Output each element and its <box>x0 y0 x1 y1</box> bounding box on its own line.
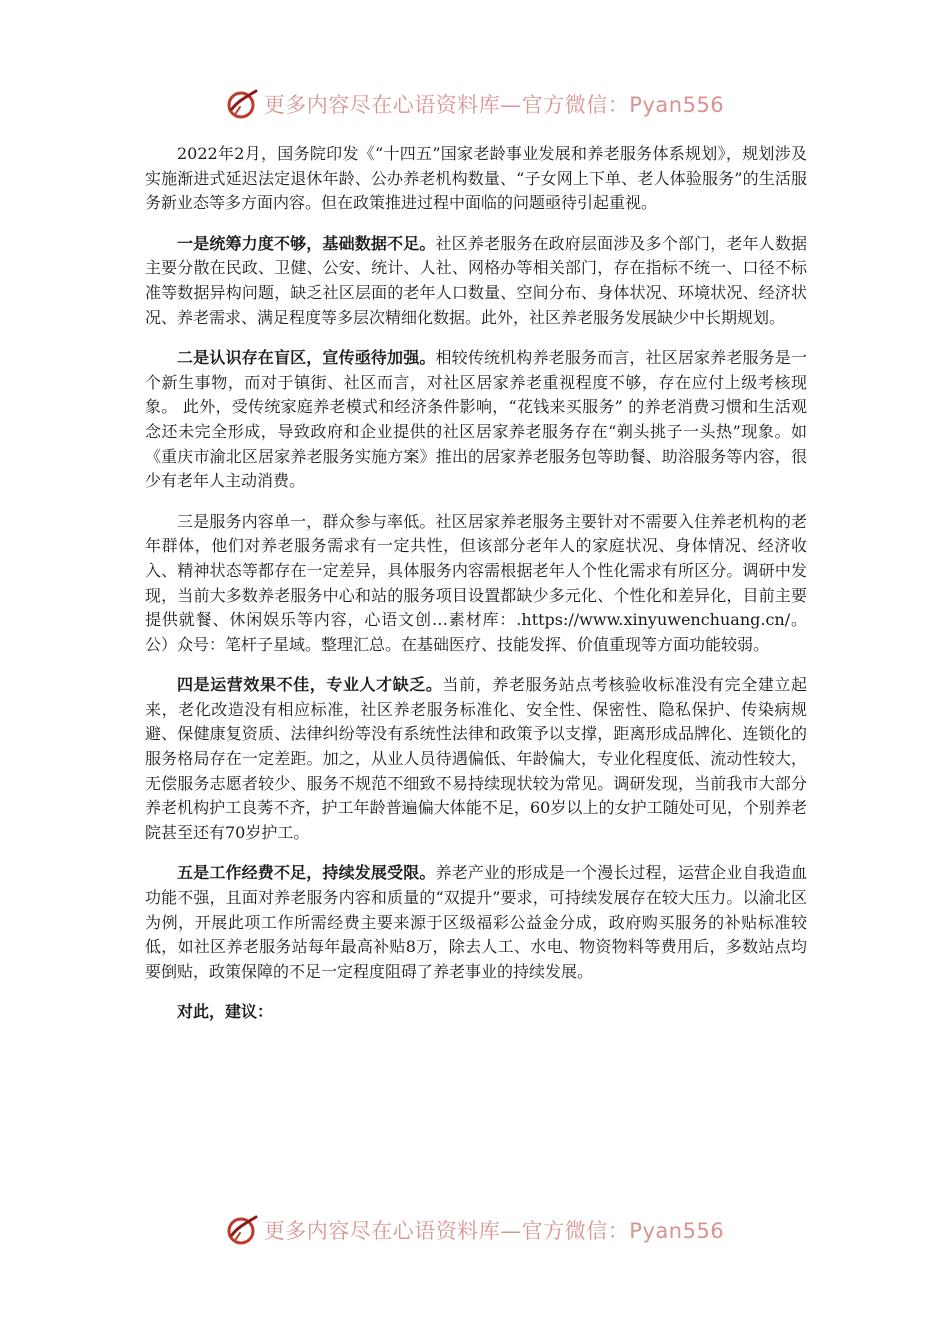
paragraph-conclusion <box>145 1000 807 1025</box>
paragraph-point-4: 四是运营效果不佳，专业人才缺乏。当前，养老服务站点考核验收标准没有完全建立起来，老化改造没有相应标准，社区养老服务标准化、安全性、保密性、隐私保护、传染病规避、保健康复资质、法律纠纷等没有系统性法律和政策予以支撑，距离形成品牌化、连锁化的服务格局存在一定差距。加之，从业人员待遇偏低、年龄偏大，专业化程度低、流动性较大，无偿服务志愿者较少、服务不规范不细致不易持续现状较为常见。调研发现，当前我市大部分养老机构护工良莠不齐，护工年龄普遍偏大体能不足，60岁以上的女护工随处可见，个别养老院甚至还有70岁护工。 <box>145 675 807 842</box>
paragraph-point-3: 三是服务内容单一，群众参与率低。社区居家养老服务主要针对不需要入住养老机构的老年群体，他们对养老服务需求有一定共性，但该部分老年人的家庭状况、身体情况、经济收入、精神状态等都存在一定差异，具体服务内容需根据老年人个性化需求有所区分。调研中发现，当前大多数养老服务中心和站的服务项目设置都缺少多元化、个性化和差异化，目前主要提供就餐、休闲娱乐等内容，心语文创…素材库：.https://www.xinyuwenchuang.cn/。公）众号：笔杆子星域。整理汇总。在基础医疗、技能发挥、价值重现等方面功能较弱。 <box>145 511 807 654</box>
document-body <box>145 142 807 1041</box>
point-heading: 一是统筹力度不够，基础数据不足。 <box>177 233 436 253</box>
point-heading: 五是工作经费不足，持续发展受限。 <box>177 863 436 883</box>
paragraph-intro: 2022年2月，国务院印发《“十四五”国家老龄事业发展和养老服务体系规划》，规划涉及实施渐进式延迟法定退休年龄、公办养老机构数量、“子女网上下单、老人体验服务”的生活服务新业态等多方面内容。但在政策推进过程中面临的问题亟待引起重视。 <box>145 144 807 213</box>
ink-brush-logo-icon <box>226 1213 260 1247</box>
paragraph-point-1: 一是统筹力度不够，基础数据不足。社区养老服务在政府层面涉及多个部门，老年人数据主要分散在民政、卫健、公安、统计、人社、网格办等相关部门，存在指标不统一、口径不标准等数据异构问题，缺乏社区层面的老年人口数量、空间分布、身体状况、环境状况、经济状况、养老需求、满足程度等多层次精细化数据。此外，社区养老服务发展缺少中长期规划。 <box>145 233 807 327</box>
footer-banner <box>0 1210 950 1250</box>
point-heading: 四是运营效果不佳，专业人才缺乏。 <box>177 675 443 695</box>
banner-text: 更多内容尽在心语资料库—官方微信：Pyan556 <box>263 1219 725 1243</box>
point-heading: 二是认识存在盲区，宣传亟待加强。 <box>177 348 436 368</box>
conclusion-heading: 对此，建议： <box>177 1002 274 1022</box>
paragraph-point-5: 五是工作经费不足，持续发展受限。养老产业的形成是一个漫长过程，运营企业自我造血功能不强，且面对养老服务内容和质量的“双提升”要求，可持续发展存在较大压力。以渝北区为例，开展此项工作所需经费主要来源于区级福彩公益金分成，政府购买服务的补贴标准较低，如社区养老服务站每年最高补贴8万，除去人工、水电、物资物料等费用后，多数站点均要倒贴，政策保障的不足一定程度阻碍了养老事业的持续发展。 <box>145 863 807 981</box>
header-banner <box>0 84 950 124</box>
ink-brush-logo-icon <box>226 87 260 121</box>
banner-text: 更多内容尽在心语资料库—官方微信：Pyan556 <box>263 93 725 117</box>
paragraph-point-2: 二是认识存在盲区，宣传亟待加强。相较传统机构养老服务而言，社区居家养老服务是一个新生事物，而对于镇街、社区而言，对社区居家养老重视程度不够，存在应付上级考核现象。 此外，受传统家庭养老模式和经济条件影响，“花钱来买服务” 的养老消费习惯和生活观念还未完全形成，导致政府和企业提供的社区居家养老服务存在“剃头挑子一头热”现象。如《重庆市渝北区居家养老服务实施方案》推出的居家养老服务包等助餐、助浴服务等内容，很少有老年人主动消费。 <box>145 348 807 491</box>
